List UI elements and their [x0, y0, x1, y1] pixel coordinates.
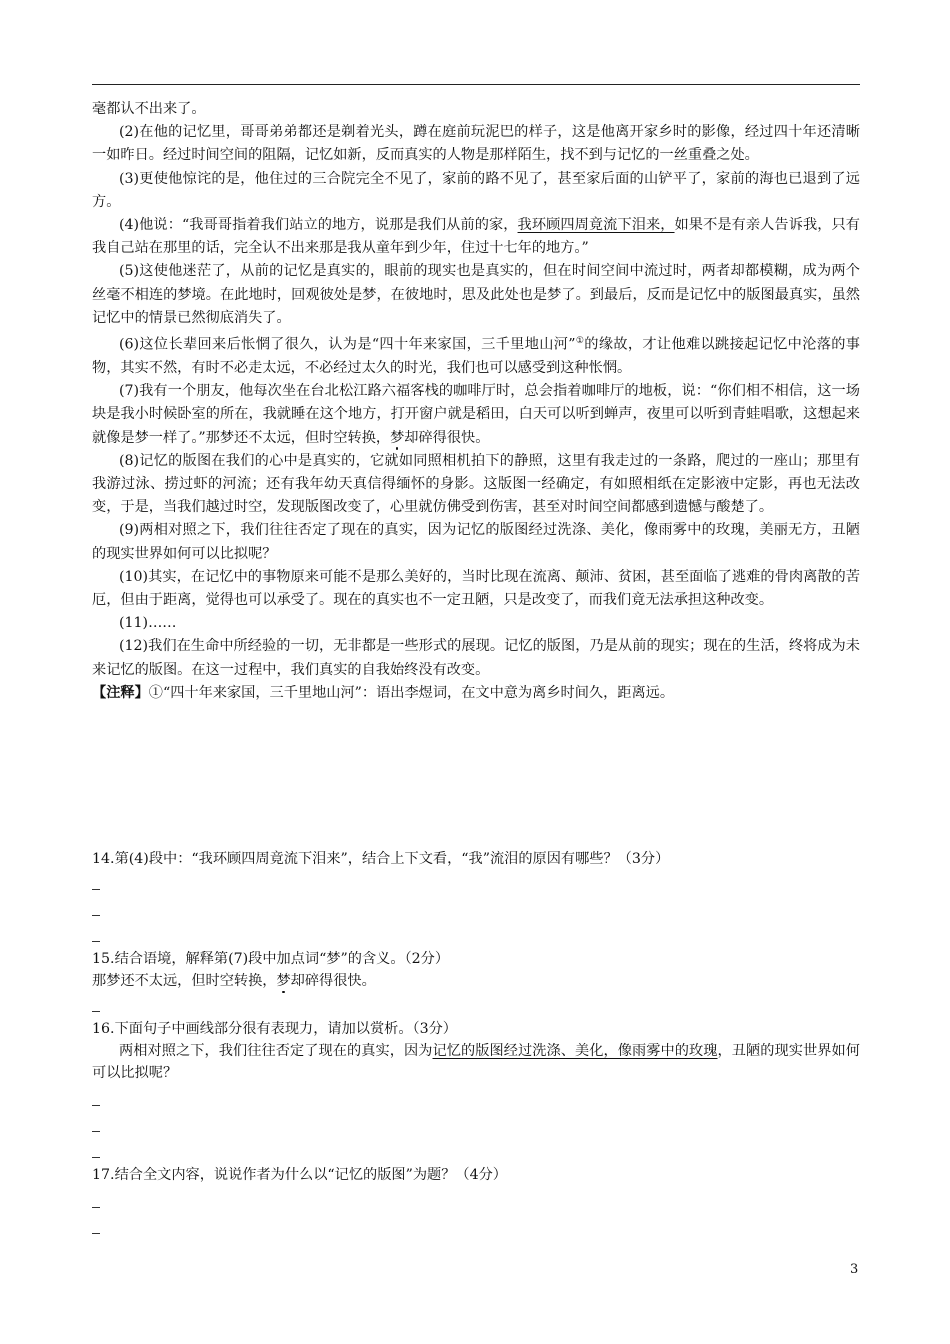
answer-blank[interactable] — [92, 1084, 860, 1112]
paragraph-3: (3)更使他惊诧的是，他住过的三合院完全不见了，家前的路不见了，甚至家后面的山铲平了，家前的海也已退到了远方。 — [92, 170, 860, 210]
page-number: 3 — [850, 1262, 859, 1277]
answer-blank[interactable] — [92, 896, 860, 922]
question-15: 15.结合语境，解释第(7)段中加点词“梦”的含义。（2分） — [92, 951, 450, 967]
answer-blank[interactable] — [92, 1214, 860, 1240]
answer-blank[interactable] — [92, 1112, 860, 1138]
question-16: 16.下面句子中画线部分很有表现力，请加以赏析。（3分） — [92, 1021, 457, 1037]
paragraph-10: (10)其实，在记忆中的事物原来可能不是那么美好的，当时比现在流离、颠沛、贫困，甚至面临了逃难的骨肉离散的苦厄，但由于距离，觉得也可以承受了。现在的真实也不一定丑陋，只是改变了，而我们竟无法承担这种改变。 — [92, 568, 860, 608]
header-rule — [92, 84, 860, 85]
paragraph-12: (12)我们在生命中所经验的一切，无非都是一些形式的展现。记忆的版图，乃是从前的现实；现在的生活，终将成为未来记忆的版图。在这一过程中，我们真实的自我始终没有改变。 — [92, 638, 860, 678]
answer-blank[interactable] — [92, 870, 860, 896]
paragraph-7-part-a: (7)我有一个朋友，他每次坐在台北松江路六福客栈的咖啡厅时，总会指着咖啡厅的地板，说：“你们相不相信，这一场块是我小时候卧室的所在，我就睡在这个地方，打开窗户就是稻田，白天可以听到蝉声，夜里可以听到青蛙唱歌，这想起来就像是梦一样了。”那梦还不太远，但时空转换， — [92, 383, 860, 446]
question-14: 14.第(4)段中：“我环顾四周竟流下泪来”，结合上下文看，“我”流泪的原因有哪些？（3分） — [92, 851, 670, 867]
annotation-text: ①“四十年来家国，三千里地山河”：语出李煜词，在文中意为离乡时间久，距离远。 — [148, 684, 675, 701]
paragraph-6-part-b: 的缘故，才让他难以跳接起记忆中沦落的事物，其实不然，有时不必走太远，不必经过太久的时光，我们也可以感受到这种怅惘。 — [92, 336, 860, 376]
question-16-quote-a: 两相对照之下，我们往往否定了现在的真实，因为 — [118, 1043, 433, 1059]
paragraph-4 — [92, 214, 860, 260]
paragraph-4-underlined: 我环顾四周竟流下泪来， — [517, 217, 675, 234]
question-16-underlined: 记忆的版图经过洗涤、美化，像雨雾中的玫瑰 — [432, 1043, 718, 1059]
paragraph-9: (9)两相对照之下，我们往往否定了现在的真实，因为记忆的版图经过洗涤、美化，像雨雾中的玫瑰，美丽无方，丑陋的现实世界如何可以比拟呢？ — [92, 522, 860, 562]
annotation — [92, 682, 860, 705]
dotted-word-dream: 梦 — [390, 429, 405, 446]
article-body — [92, 98, 860, 705]
question-16-quote-b: ，丑陋的现实世界如何可以比拟呢？ — [92, 1043, 860, 1081]
paragraph-11: (11)…… — [118, 615, 177, 632]
paragraph-5: (5)这使他迷茫了，从前的记忆是真实的，眼前的现实也是真实的，但在时间空间中流过时，两者却都模糊，成为两个丝毫不相连的梦境。在此地时，回观彼处是梦，在彼地时，思及此处也是梦了。到最后，反而是记忆中的版图最真实，虽然记忆中的情景已然彻底消失了。 — [92, 263, 860, 326]
question-15-quote-b: 却碎得很快。 — [290, 973, 376, 989]
paragraph-2: (2)在他的记忆里，哥哥弟弟都还是剃着光头，蹲在庭前玩泥巴的样子，这是他离开家乡时的影像，经过四十年还清晰一如昨日。经过时间空间的阻隔，记忆如新，反而真实的人物是那样陌生，找不到与记忆的一丝重叠之处。 — [92, 124, 860, 164]
question-17: 17.结合全文内容，说说作者为什么以“记忆的版图”为题？（4分） — [92, 1167, 507, 1183]
paragraph-7 — [92, 380, 860, 450]
answer-blank[interactable] — [92, 1138, 860, 1164]
question-15-quote-a: 那梦还不太远，但时空转换， — [92, 973, 277, 989]
answer-blank[interactable] — [92, 922, 860, 948]
answer-blank[interactable] — [92, 992, 860, 1018]
paragraph-6-part-a: (6)这位长辈回来后怅惘了很久，认为是“四十年来家国，三千里地山河” — [118, 336, 576, 353]
paragraph-1-tail: 毫都认不出来了。 — [92, 101, 206, 117]
paragraph-4-part-b: 如果不是有亲人告诉我，只有我自己站在那里的话，完全认不出来那是我从童年到少年，住过十七年的地方。” — [92, 217, 860, 257]
paragraph-6 — [92, 330, 860, 380]
paragraph-8: (8)记忆的版图在我们的心中是真实的，它就如同照相机拍下的静照，这里有我走过的一条路，爬过的一座山；那里有我游过泳、捞过虾的河流；还有我年幼天真信得缅怀的身影。这版图一经确定，有如照相纸在定影液中定影，再也无法改变，于是，当我们越过时空，发现版图改变了，心里就仿佛受到伤害，甚至对时间空间都感到遗憾与酸楚了。 — [92, 452, 860, 516]
questions-section — [92, 848, 860, 1240]
annotation-label: 【注释】 — [92, 684, 149, 701]
question-15-quote — [92, 970, 860, 992]
paragraph-7-part-b: 却碎得很快。 — [404, 429, 490, 446]
answer-blank[interactable] — [92, 1186, 860, 1214]
question-16-quote — [92, 1040, 860, 1084]
paragraph-4-part-a: (4)他说：“我哥哥指着我们站立的地方，说那是我们从前的家， — [118, 217, 518, 234]
footnote-marker: ① — [575, 336, 585, 347]
question-15-dotted-word: 梦 — [276, 973, 291, 989]
